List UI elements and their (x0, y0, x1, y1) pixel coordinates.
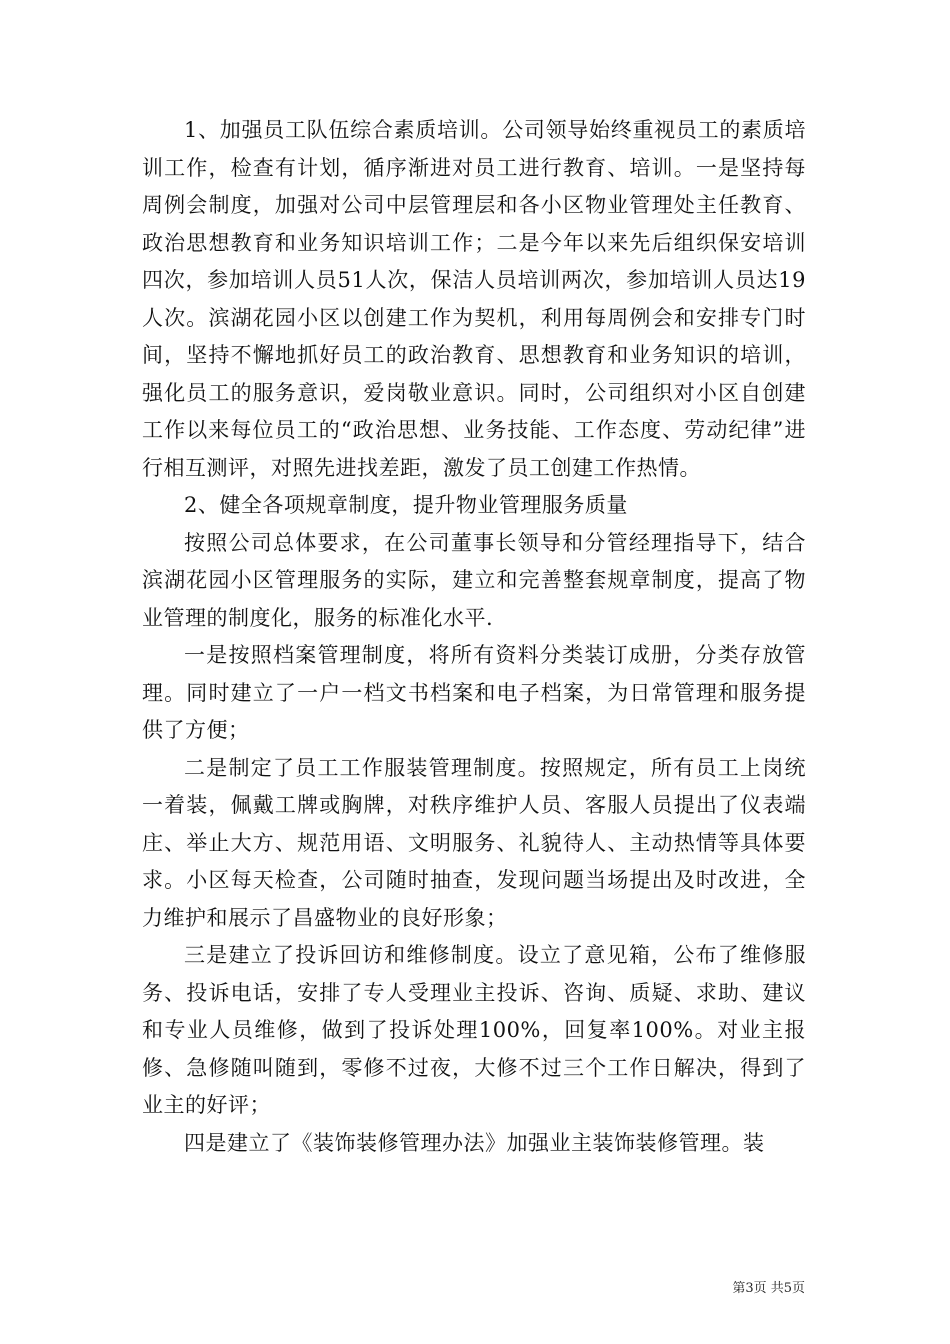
paragraph-complaint-repair: 三是建立了投诉回访和维修制度。设立了意见箱，公布了维修服务、投诉电话，安排了专人受理业主投诉、咨询、质疑、求助、建议和专业人员维修，做到了投诉处理100%，回复率100%。对业主报修、急修随叫随到，零修不过夜，大修不过三个工作日解决，得到了业主的好评； (142, 943, 806, 1117)
paragraph-rules-heading: 2、健全各项规章制度，提升物业管理服务质量 (184, 493, 628, 517)
paragraph-decoration-management: 四是建立了《装饰装修管理办法》加强业主装饰装修管理。装 (184, 1130, 765, 1155)
paragraph-archive-management: 一是按照档案管理制度，将所有资料分类装订成册，分类存放管理。同时建立了一户一档文书档案和电子档案，为日常管理和服务提供了方便； (142, 643, 806, 742)
document-body (142, 112, 806, 1162)
paragraph-uniform-policy: 二是制定了员工工作服装管理制度。按照规定，所有员工上岗统一着装，佩戴工牌或胸牌，对秩序维护人员、客服人员提出了仪表端庄、举止大方、规范用语、文明服务、礼貌待人、主动热情等具体要求。小区每天检查，公司随时抽查，发现问题当场提出及时改进，全力维护和展示了昌盛物业的良好形象； (142, 755, 806, 930)
paragraph-overall-requirements: 按照公司总体要求，在公司董事长领导和分管经理指导下，结合滨湖花园小区管理服务的实际，建立和完善整套规章制度，提高了物业管理的制度化，服务的标准化水平. (142, 530, 806, 630)
paragraph-staff-training: 1、加强员工队伍综合素质培训。公司领导始终重视员工的素质培训工作，检查有计划，循序渐进对员工进行教育、培训。一是坚持每周例会制度，加强对公司中层管理层和各小区物业管理处主任教育、政治思想教育和业务知识培训工作；二是今年以来先后组织保安培训四次，参加培训人员51人次，保洁人员培训两次，参加培训人员达19人次。滨湖花园小区以创建工作为契机，利用每周例会和安排专门时间，坚持不懈地抓好员工的政治教育、思想教育和业务知识的培训，强化员工的服务意识，爱岗敬业意识。同时，公司组织对小区自创建工作以来每位员工的“政治思想、业务技能、工作态度、劳动纪律”进行相互测评，对照先进找差距，激发了员工创建工作热情。 (142, 118, 806, 480)
page-number: 第3页 共5页 (732, 1281, 805, 1296)
